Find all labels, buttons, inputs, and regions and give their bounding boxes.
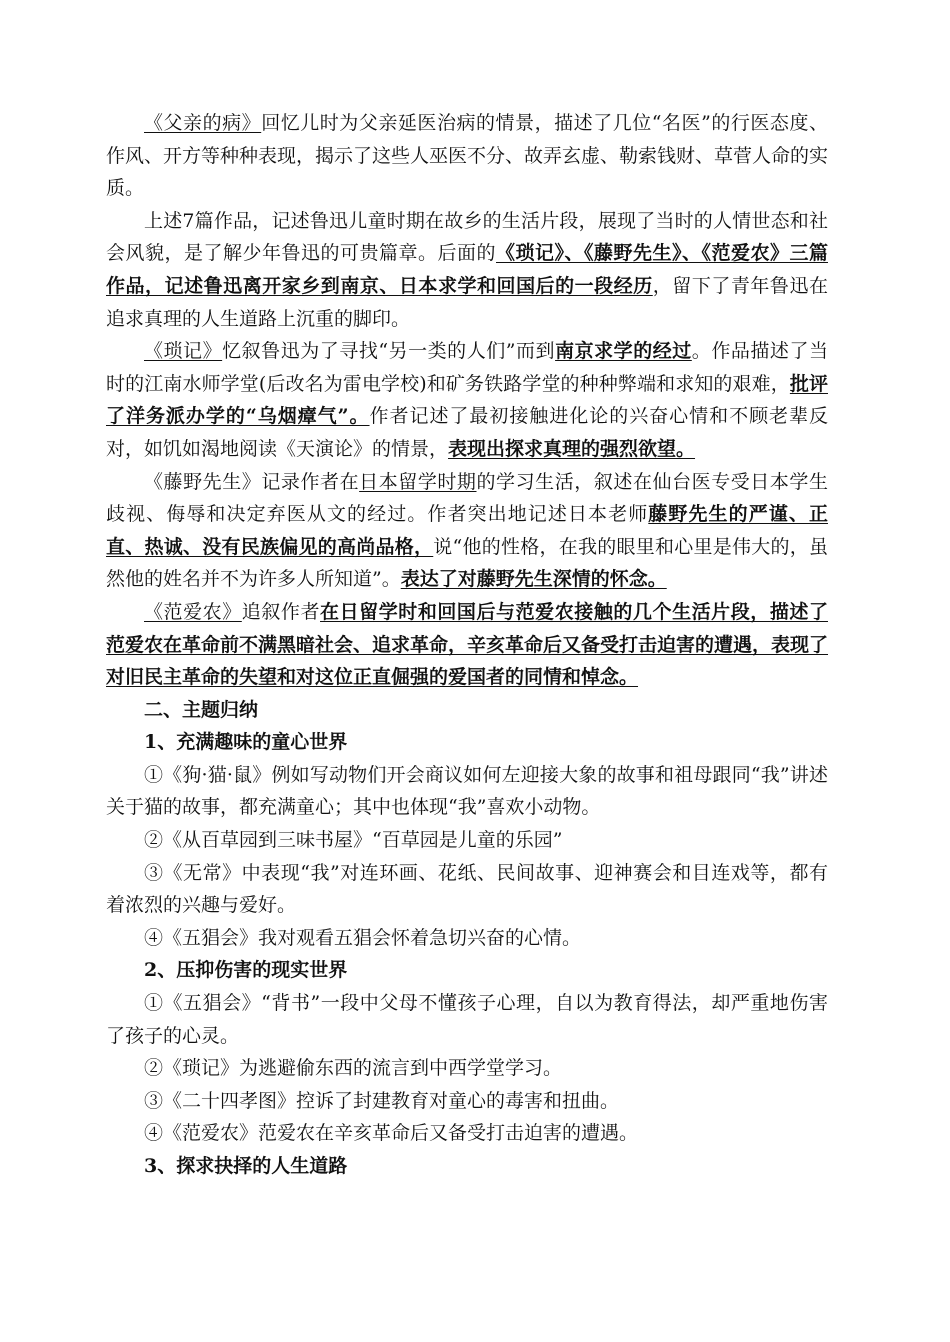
highlight-desire-for-truth: 表现出探求真理的强烈欲望。: [448, 437, 696, 460]
paragraph-tengye: [106, 466, 828, 596]
paragraph-suoji: [106, 335, 828, 465]
text: 忆叙鲁迅为了寻找“另一类的人们”而到: [222, 340, 556, 363]
list-item: ④《范爱农》范爱农在辛亥革命后又备受打击迫害的遭遇。: [144, 1122, 639, 1145]
list-item: ①《五猖会》“背书”一段中父母不懂孩子心理，自以为教育得法，却严重地伤害了孩子的心灵。: [106, 992, 828, 1047]
text: 的学习生活，叙述在仙台医专受日本学生歧视、侮辱和决定弃医从文的经过。作者突出地记述日本老师: [106, 470, 828, 526]
list-item: ③《无常》中表现“我”对连环画、花纸、民间故事、迎神赛会和目连戏等，都有着浓烈的兴趣与爱好。: [106, 861, 828, 917]
list-item: ③《二十四孝图》控诉了封建教育对童心的毒害和扭曲。: [144, 1089, 620, 1112]
paragraph-fanainong: [106, 596, 828, 694]
text: 。作品描述了当时的江南水师学堂(后改名为雷电学校)和矿务铁路学堂的种种弊端和求知的艰难，: [106, 340, 828, 395]
highlight-criticism: 批评了洋务派办学的“乌烟瘴气”。: [106, 372, 828, 428]
subheading-theme-3: 3、探求抉择的人生道路: [144, 1155, 348, 1177]
highlight-japan-period: 日本留学时期: [359, 470, 477, 493]
list-item: ①《狗·猫·鼠》例如写动物们开会商议如何左迎接大象的故事和祖母跟同“我”讲述关于猫的故事，都充满童心；其中也体现“我”喜欢小动物。: [106, 763, 828, 819]
text: 回忆儿时为父亲延医治病的情景，描述了几位“名医”的行医态度、作风、开方等种种表现，揭示了这些人巫医不分、故弄玄虚、勒索钱财、草菅人命的实质。: [106, 112, 829, 200]
text: 作者记述了最初接触进化论的兴奋心情和不顾老辈反对，如饥如渴地阅读《天演论》的情景，: [106, 405, 828, 460]
title-fuqin-de-bing: 《父亲的病》: [144, 112, 262, 134]
text: 《藤野先生》记录作者在: [144, 470, 360, 493]
highlight-fanainong: 在日留学时和回国后与范爱农接触的几个生活片段，描述了范爱农在革命前不满黑暗社会、追求革命，辛亥革命后又备受打击迫害的遭遇，表现了对旧民主革命的失望和对这位正直倔强的爱国者的同情和悼念。: [106, 600, 829, 689]
paragraph-summary: [106, 205, 828, 335]
subheading-theme-2: 2、压抑伤害的现实世界: [144, 959, 348, 982]
title-fanainong: 《范爱农》: [144, 600, 242, 623]
list-item: ②《琐记》为逃避偷东西的流言到中西学堂学习。: [144, 1057, 563, 1080]
list-item: ②《从百草园到三味书屋》“百草园是儿童的乐园”: [144, 829, 563, 852]
highlight-tengye-qualities: 藤野先生的严谨、正直、热诚、没有民族偏见的高尚品格，: [106, 503, 828, 558]
text: ，留下了青年鲁迅在追求真理的人生道路上沉重的脚印。: [106, 274, 828, 330]
document-body: [106, 107, 828, 1183]
highlight-nanjing: 南京求学的经过: [555, 340, 692, 363]
text: 追叙作者: [241, 600, 321, 623]
text: 上述7篇作品，记述鲁迅儿童时期在故乡的生活片段，展现了当时的人情世态和社会风貌，是了解少年鲁迅的可贵篇章。后面的: [106, 209, 828, 265]
title-suoji: 《琐记》: [144, 340, 223, 363]
paragraph-fuqin-de-bing: [106, 107, 828, 205]
highlight-tengye-memory: 表达了对藤野先生深情的怀念。: [400, 568, 667, 591]
heading-theme: 二、主题归纳: [144, 698, 259, 721]
text: 说“他的性格，在我的眼里和心里是伟大的，虽然他的姓名并不为许多人所知道”。: [106, 535, 828, 591]
subheading-theme-1: 1、充满趣味的童心世界: [144, 731, 348, 754]
list-item: ④《五猖会》我对观看五猖会怀着急切兴奋的心情。: [144, 926, 582, 949]
highlight-three-works: 《琐记》、《藤野先生》、《范爱农》三篇作品，记述鲁迅离开家乡到南京、日本求学和回国后的一段经历: [106, 242, 828, 297]
